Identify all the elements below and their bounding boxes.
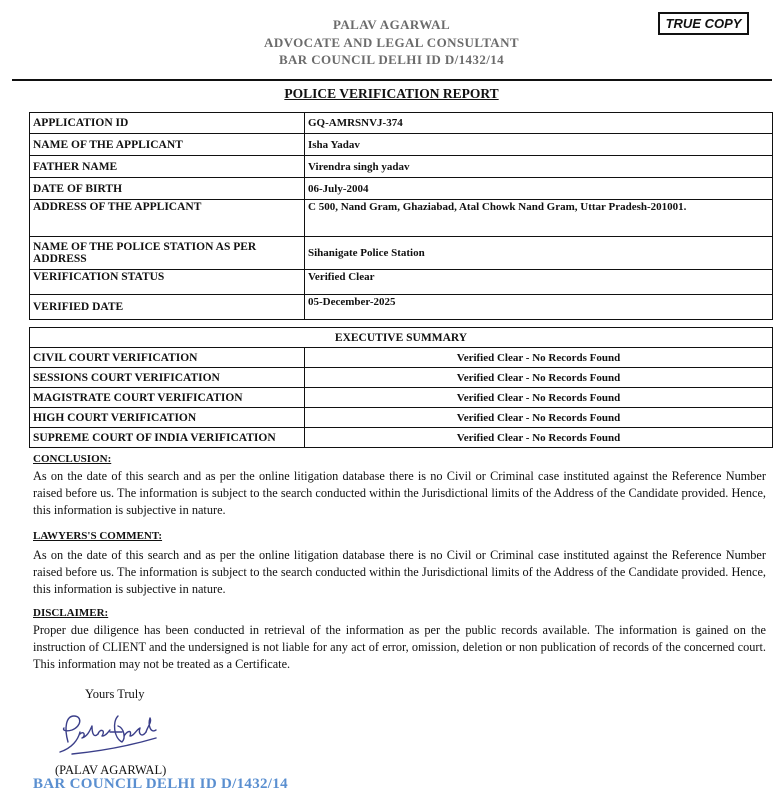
dob-value: 06-July-2004 — [305, 178, 773, 200]
applicant-label: NAME OF THE APPLICANT — [30, 134, 305, 156]
high-court-label: HIGH COURT VERIFICATION — [30, 408, 305, 428]
address-value: C 500, Nand Gram, Ghaziabad, Atal Chowk Nand Gram, Uttar Pradesh-201001. — [305, 200, 773, 237]
dob-label: DATE OF BIRTH — [30, 178, 305, 200]
table-row — [30, 156, 773, 178]
magistrate-court-value: Verified Clear - No Records Found — [305, 388, 773, 408]
table-row — [30, 328, 773, 348]
true-copy-stamp: TRUE COPY — [658, 12, 749, 35]
table-row — [30, 295, 773, 320]
header-designation: ADVOCATE AND LEGAL CONSULTANT — [264, 35, 519, 50]
conclusion-text: As on the date of this search and as per the online litigation database there is no Civil or Criminal case instituted against the Reference Number raised before us. The information is subject to the search conducted within the Jurisdictional limits of the Address of the Candidate provided. Hence, this information is subjective in nature. — [33, 469, 766, 517]
report-title: POLICE VERIFICATION REPORT — [284, 86, 499, 101]
applicant-info-table — [29, 112, 773, 320]
header-divider — [12, 79, 772, 81]
sessions-court-label: SESSIONS COURT VERIFICATION — [30, 368, 305, 388]
police-station-value: Sihanigate Police Station — [305, 237, 773, 270]
civil-court-label: CIVIL COURT VERIFICATION — [30, 348, 305, 368]
verification-status-value: Verified Clear — [305, 270, 773, 295]
closing-salutation: Yours Truly — [85, 687, 145, 701]
verified-date-label: VERIFIED DATE — [30, 295, 305, 320]
table-row — [30, 408, 773, 428]
disclaimer-heading: DISCLAIMER: — [33, 607, 109, 619]
sessions-court-value: Verified Clear - No Records Found — [305, 368, 773, 388]
table-row — [30, 388, 773, 408]
app-id-label: APPLICATION ID — [30, 113, 305, 134]
civil-court-value: Verified Clear - No Records Found — [305, 348, 773, 368]
verification-status-label: VERIFICATION STATUS — [30, 270, 305, 295]
header-bar-id: BAR COUNCIL DELHI ID D/1432/14 — [278, 52, 505, 67]
table-row — [30, 134, 773, 156]
conclusion-heading: CONCLUSION: — [33, 453, 112, 465]
supreme-court-value: Verified Clear - No Records Found — [305, 428, 773, 448]
signature-image — [52, 708, 167, 765]
table-row — [30, 348, 773, 368]
app-id-value: GQ-AMRSNVJ-374 — [305, 113, 773, 134]
executive-summary-table — [29, 327, 773, 448]
signatory-bar-id: BAR COUNCIL DELHI ID D/1432/14 — [33, 776, 288, 792]
table-row — [30, 270, 773, 295]
supreme-court-label: SUPREME COURT OF INDIA VERIFICATION — [30, 428, 305, 448]
table-row — [30, 237, 773, 270]
applicant-value: Isha Yadav — [305, 134, 773, 156]
table-row — [30, 113, 773, 134]
executive-summary-heading: EXECUTIVE SUMMARY — [30, 328, 773, 348]
lawyers-comment-text: As on the date of this search and as per the online litigation database there is no Civil or Criminal case instituted against the Reference Number raised before us. The information is subject to the search conducted within the Jurisdictional limits of the Address of the Candidate provided. Hence, this information is subjective in nature. — [33, 548, 766, 596]
high-court-value: Verified Clear - No Records Found — [305, 408, 773, 428]
father-value: Virendra singh yadav — [305, 156, 773, 178]
table-row — [30, 200, 773, 237]
table-row — [30, 368, 773, 388]
police-station-label: NAME OF THE POLICE STATION AS PER ADDRESS — [30, 237, 305, 270]
address-label: ADDRESS OF THE APPLICANT — [30, 200, 305, 237]
disclaimer-text: Proper due diligence has been conducted in retrieval of the information as per the public records available. The information is gained on the instruction of CLIENT and the undersigned is not liable for any act of error, omission, deletion or non publication of records of the concerned court. This information may not be treated as a Certificate. — [33, 623, 766, 671]
verified-date-value: 05-December-2025 — [305, 295, 773, 320]
signature-svg — [52, 708, 167, 760]
table-row — [30, 428, 773, 448]
father-label: FATHER NAME — [30, 156, 305, 178]
lawyers-comment-heading: LAWYERS'S COMMENT: — [33, 530, 163, 542]
magistrate-court-label: MAGISTRATE COURT VERIFICATION — [30, 388, 305, 408]
table-row — [30, 178, 773, 200]
signatory-name: (PALAV AGARWAL) — [55, 763, 167, 777]
header-name: PALAV AGARWAL — [332, 17, 451, 32]
